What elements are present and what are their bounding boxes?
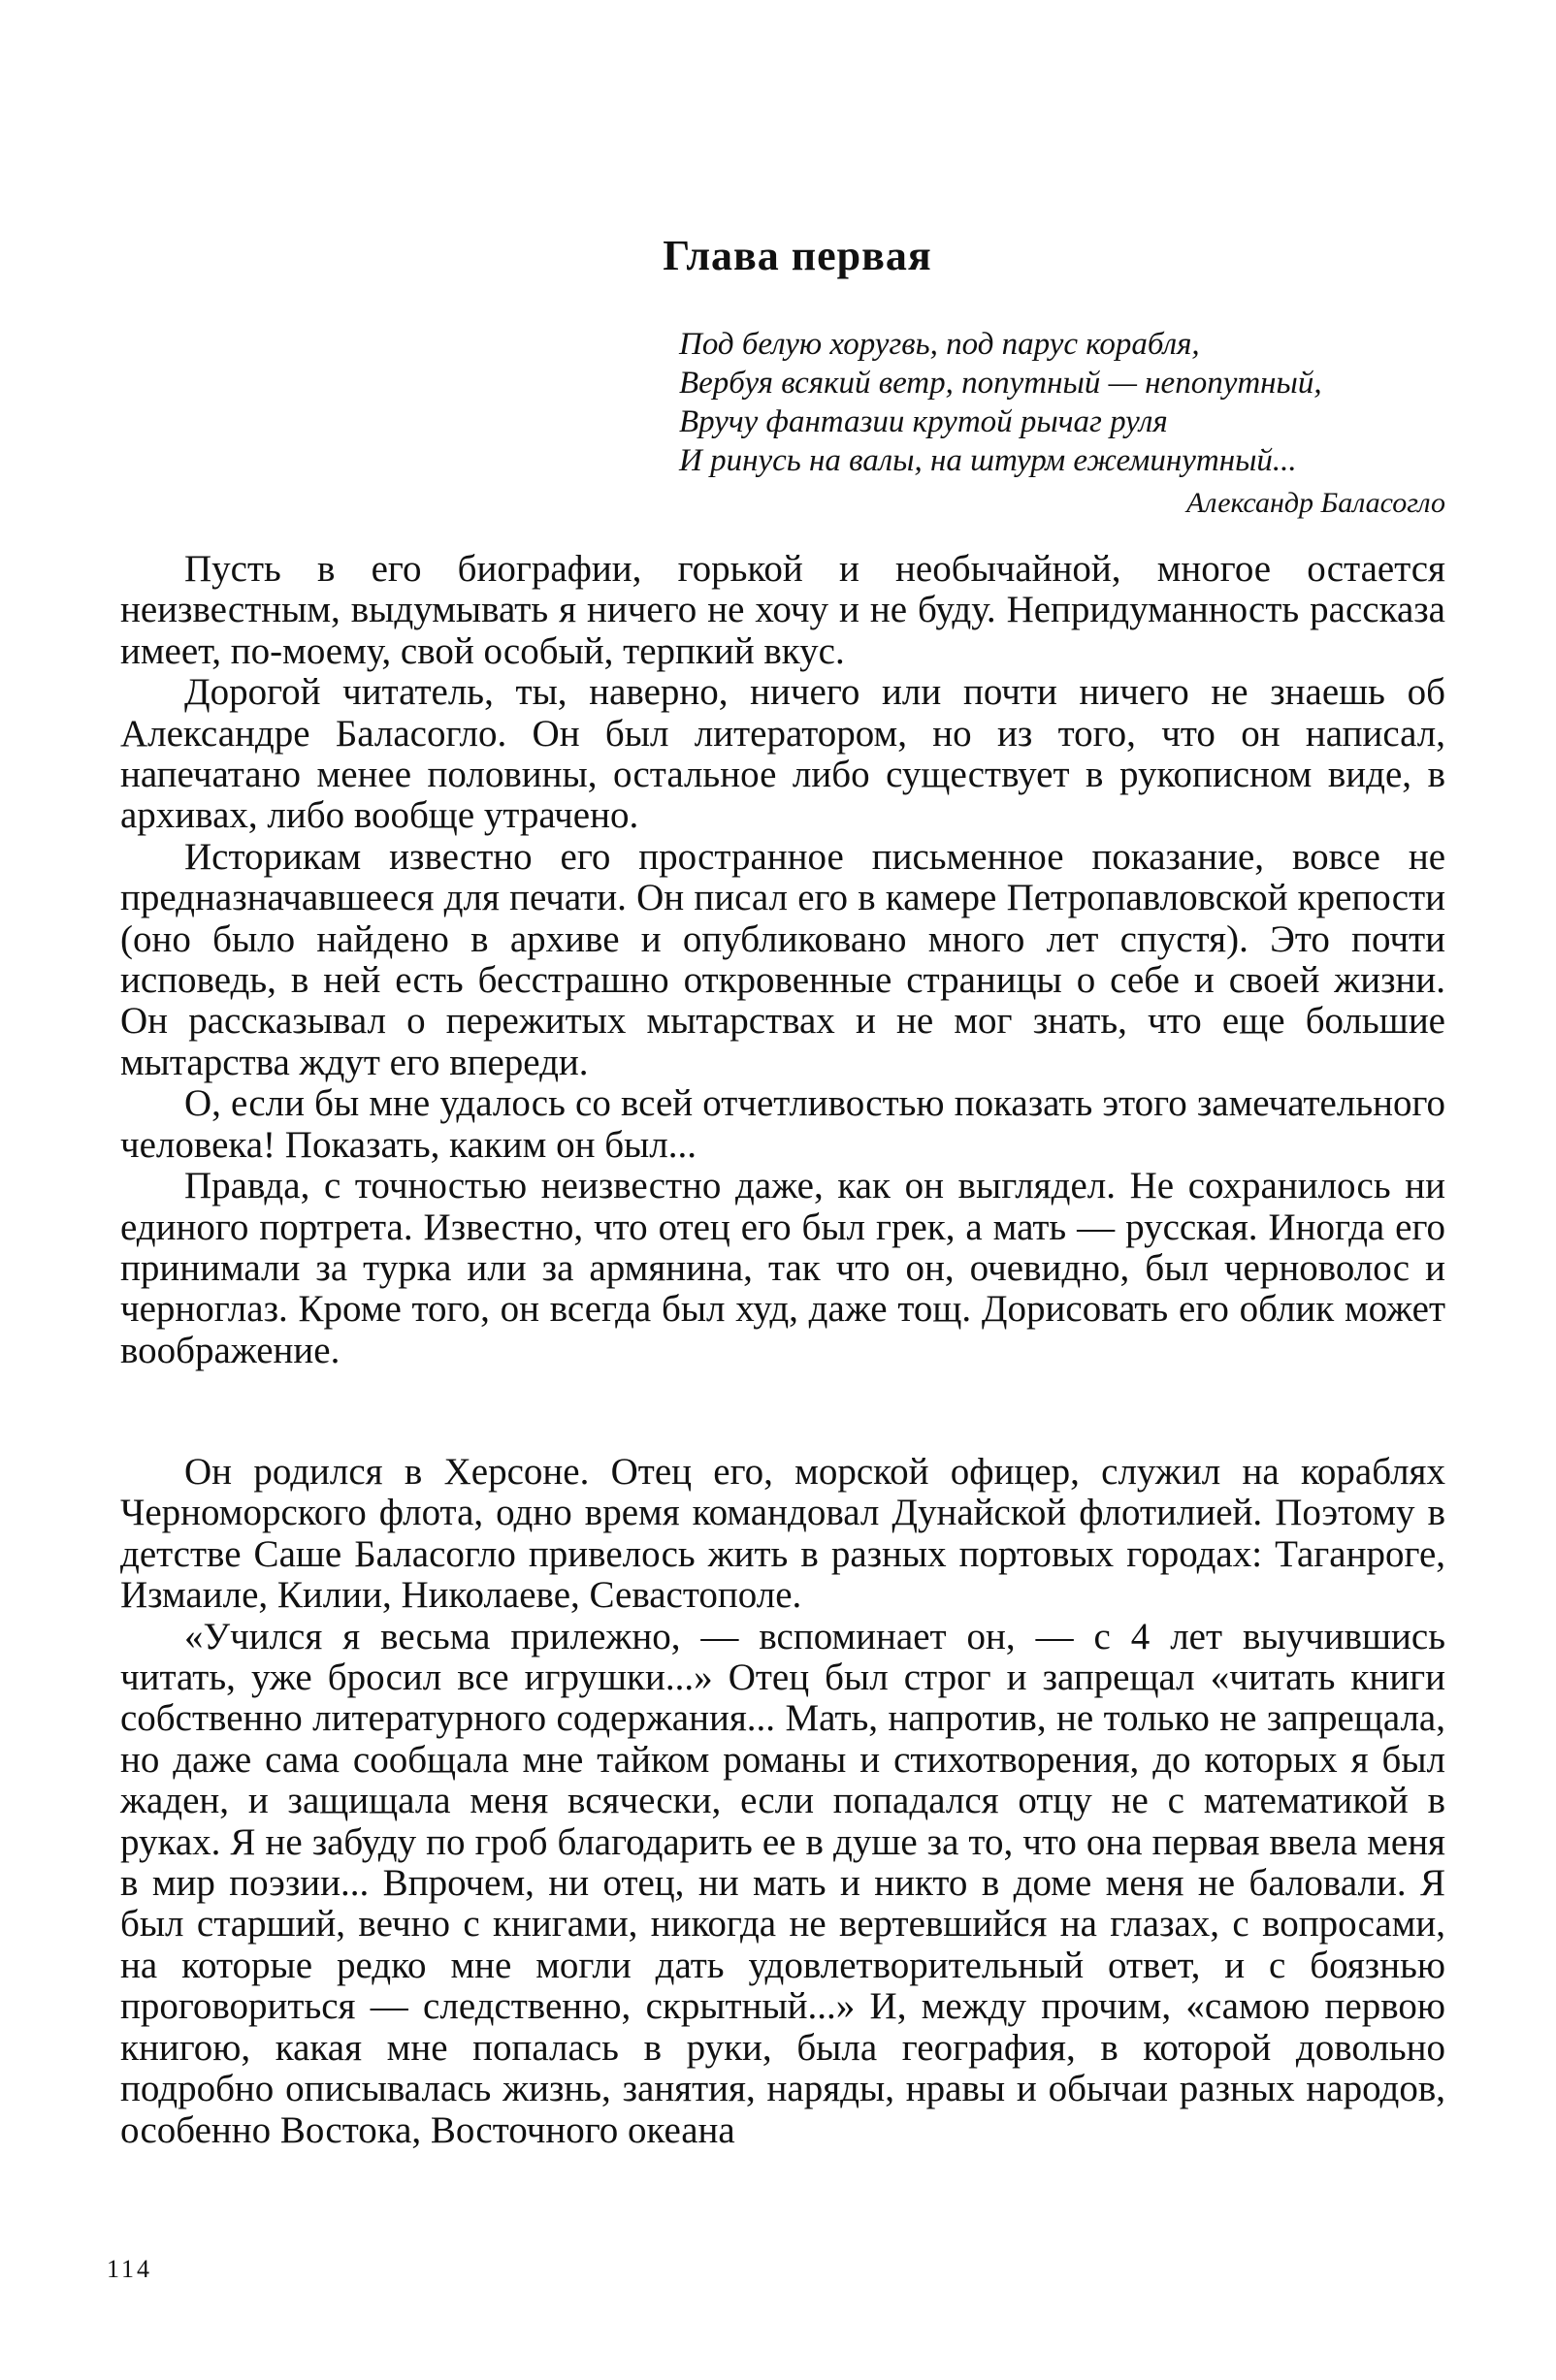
paragraph: Историкам известно его пространное письменное показание, вовсе не предназначавшееся для печати. Он писал его в камере Петропавловской крепости (оно было найдено в архиве и опубликовано много лет спустя). Это почти исповедь, в ней есть бесстрашно откровенные страницы о себе и своей жизни. Он рассказывал о пережитых мытарствах и не мог знать, что еще большие мытарства ждут его впереди. — [120, 835, 1445, 1083]
paragraph: Правда, с точностью неизвестно даже, как он выглядел. Не сохранилось ни единого портрета. Известно, что отец его был грек, а мать — русская. Иногда его принимали за турка или за армянина, так что он, очевидно, был черноволос и черноглаз. Кроме того, он всегда был худ, даже тощ. Дорисовать его облик может воображение. — [120, 1165, 1445, 1371]
epigraph-line: Вербуя всякий ветр, попутный — непопутный, — [679, 366, 1322, 401]
paragraph: О, если бы мне удалось со всей отчетливостью показать этого замечательного человека! Показать, каким он был... — [120, 1082, 1445, 1166]
paragraph: «Учился я весьма прилежно, — вспоминает он, — с 4 лет выучившись читать, уже бросил все игрушки...» Отец был строг и запрещал «читать книги собственно литературного содержания... Мать, напротив, не только не запрещала, но даже сама сообщала мне тайком романы и стихотворения, до которых я был жаден, и защищала меня всячески, если попадался отцу не с математикой в руках. Я не забуду по гроб благодарить ее в душе за то, что она первая ввела меня в мир поэзии... Впрочем, ни отец, ни мать и никто в доме меня не баловали. Я был старший, вечно с книгами, никогда не вертевшийся на глазах, с вопросами, на которые редко мне могли дать удовлетворительный ответ, и с боязнью проговориться — следственно, скрытный...» И, между прочим, «самою первою книгою, какая мне попалась в руки, была география, в которой довольно подробно описывалась жизнь, занятия, наряды, нравы и обычаи разных народов, особенно Востока, Восточного океана — [120, 1615, 1445, 2151]
paragraph: Пусть в его биографии, горькой и необычайной, многое остается неизвестным, выдумывать я ничего не хочу и не буду. Непридуманность рассказа имеет, по-моему, свой особый, терпкий вкус. — [120, 548, 1445, 672]
body-section-1 — [120, 549, 1445, 1371]
paragraph: Он родился в Херсоне. Отец его, морской офицер, служил на кораблях Черноморского флота, одно время командовал Дунайской флотилией. Поэтому в детстве Саше Баласогло привелось жить в разных портовых городах: Таганроге, Измаиле, Килии, Николаеве, Севастополе. — [120, 1451, 1445, 1617]
epigraph-line: Вручу фантазии крутой рычаг руля — [679, 404, 1168, 439]
chapter-title: Глава первая — [663, 232, 932, 279]
body-section-2 — [120, 1452, 1445, 2151]
epigraph-line: И ринусь на валы, на штурм ежеминутный... — [679, 443, 1297, 478]
epigraph-author: Александр Баласогло — [1186, 487, 1445, 519]
epigraph-line: Под белую хоругвь, под парус корабля, — [679, 327, 1200, 362]
paragraph: Дорогой читатель, ты, наверно, ничего или почти ничего не знаешь об Александре Баласогло. Он был литератором, но из того, что он написал, напечатано менее половины, остальное либо существует в рукописном виде, в архивах, либо вообще утрачено. — [120, 671, 1445, 837]
epigraph — [679, 325, 1445, 523]
page-number: 114 — [107, 2255, 153, 2283]
